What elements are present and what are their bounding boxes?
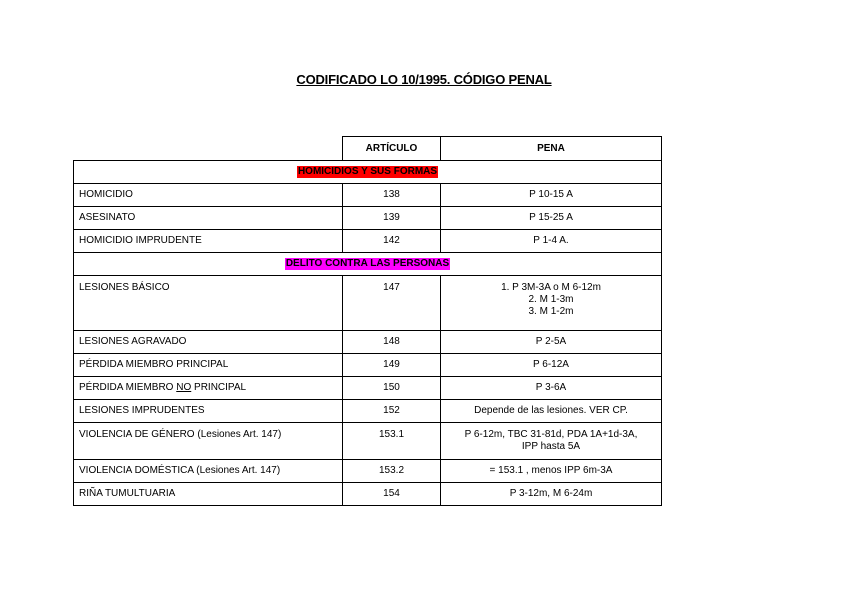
pena-text: P 3-6A (441, 377, 662, 400)
pena-line: P 6-12m, TBC 31-81d, PDA 1A+1d-3A, (464, 429, 638, 440)
pena-line: 2. M 1-3m (528, 294, 574, 305)
delito-name: PÉRDIDA MIEMBRO PRINCIPAL (74, 354, 343, 377)
page-title: CODIFICADO LO 10/1995. CÓDIGO PENAL (296, 72, 552, 87)
delito-name: RIÑA TUMULTUARIA (74, 483, 343, 506)
table-row (74, 207, 662, 230)
header-articulo: ARTÍCULO (343, 137, 441, 161)
delito-name: LESIONES BÁSICO (74, 276, 343, 331)
delito-name: VIOLENCIA DE GÉNERO (Lesiones Art. 147) (74, 423, 343, 460)
table-row (74, 400, 662, 423)
pena-text (441, 423, 662, 460)
delito-name-part: PÉRDIDA MIEMBRO (79, 382, 177, 393)
section-cell (74, 161, 662, 184)
header-blank-cell (74, 137, 343, 161)
articulo-number: 154 (343, 483, 441, 506)
pena-line: IPP hasta 5A (521, 441, 581, 452)
articulo-number: 139 (343, 207, 441, 230)
articulo-number: 148 (343, 331, 441, 354)
section-row-personas (74, 253, 662, 276)
delito-name: VIOLENCIA DOMÉSTICA (Lesiones Art. 147) (74, 460, 343, 483)
pena-text: = 153.1 , menos IPP 6m-3A (441, 460, 662, 483)
delito-name: HOMICIDIO IMPRUDENTE (74, 230, 343, 253)
articulo-number: 153.1 (343, 423, 441, 460)
table-row (74, 184, 662, 207)
pena-text: Depende de las lesiones. VER CP. (441, 400, 662, 423)
table-row (74, 423, 662, 460)
delito-name: LESIONES AGRAVADO (74, 331, 343, 354)
delito-name (74, 377, 343, 400)
articulo-number: 138 (343, 184, 441, 207)
pena-text: P 3-12m, M 6-24m (441, 483, 662, 506)
table-row (74, 276, 662, 331)
delito-name-emphasis: NO (176, 382, 192, 393)
delito-name: HOMICIDIO (74, 184, 343, 207)
section-label-homicidios: HOMICIDIOS Y SUS FORMAS (297, 166, 438, 177)
pena-line: 1. P 3M-3A o M 6-12m (501, 282, 601, 293)
articulo-number: 147 (343, 276, 441, 331)
pena-text (441, 276, 662, 331)
articulo-number: 142 (343, 230, 441, 253)
delito-name: LESIONES IMPRUDENTES (74, 400, 343, 423)
pena-text: P 6-12A (441, 354, 662, 377)
articulo-number: 153.2 (343, 460, 441, 483)
articulo-number: 152 (343, 400, 441, 423)
delito-name: ASESINATO (74, 207, 343, 230)
pena-text: P 10-15 A (441, 184, 662, 207)
table-row (74, 377, 662, 400)
table-row (74, 460, 662, 483)
pena-text: P 15-25 A (441, 207, 662, 230)
articulo-number: 149 (343, 354, 441, 377)
pena-line: 3. M 1-2m (528, 306, 574, 317)
penal-code-table (73, 136, 662, 506)
pena-text: P 2-5A (441, 331, 662, 354)
header-pena: PENA (441, 137, 662, 161)
table-header-row (74, 137, 662, 161)
pena-text: P 1-4 A. (441, 230, 662, 253)
table-row (74, 230, 662, 253)
table-row (74, 331, 662, 354)
delito-name-part: PRINCIPAL (191, 382, 247, 393)
section-cell (74, 253, 662, 276)
articulo-number: 150 (343, 377, 441, 400)
section-label-personas: DELITO CONTRA LAS PERSONAS (285, 258, 450, 269)
table-row (74, 354, 662, 377)
table-row (74, 483, 662, 506)
section-row-homicidios (74, 161, 662, 184)
